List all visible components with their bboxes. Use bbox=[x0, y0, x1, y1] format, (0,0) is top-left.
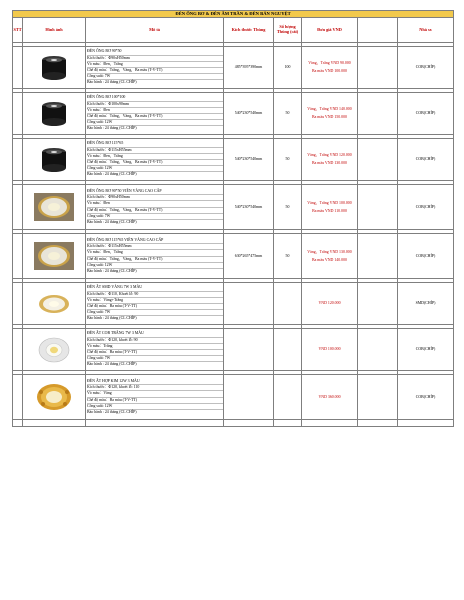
header-box-size: Kích thước Thùng bbox=[224, 18, 274, 43]
header-blank bbox=[358, 18, 398, 43]
box-size-cell: 540*230*540mm bbox=[224, 93, 274, 135]
price-cell bbox=[302, 283, 358, 325]
description-line: Công suất: 7W bbox=[87, 214, 223, 220]
gold-rim-downlight-icon bbox=[23, 242, 85, 270]
product-image-cell bbox=[23, 375, 86, 420]
description-line: ĐÈN ỐNG BƠ 90*50 bbox=[87, 49, 223, 55]
blank-cell bbox=[358, 47, 398, 89]
product-description bbox=[86, 283, 224, 325]
product-image-cell bbox=[23, 47, 86, 89]
description-line: Kích thước：Φ115xH55mm bbox=[87, 244, 223, 250]
sheet-title: ĐÈN ỐNG BƠ & ĐÈN ÂM TRẦN & ĐÈN BÁN NGUYỆT bbox=[13, 11, 454, 18]
box-size-cell: 540*230*540mm bbox=[224, 139, 274, 181]
stt-cell bbox=[13, 375, 23, 420]
product-image-cell bbox=[23, 185, 86, 230]
description-line: ĐÈN ÂT SMD VÀNG 7W 3 MÀU bbox=[87, 285, 223, 291]
description-line: ĐÈN ỐNG BƠ 115*65 VIỀN VÀNG CAO CẤP bbox=[87, 238, 223, 244]
price-sheet bbox=[12, 10, 453, 427]
header-supplier: Nhà sx bbox=[398, 18, 454, 43]
description-line: Công suất: 7W bbox=[87, 310, 223, 316]
price-line: Vàng，Trắng VND 120.000 bbox=[307, 153, 352, 158]
price-line: Ba màu VND 100.000 bbox=[312, 69, 347, 73]
product-image-cell bbox=[23, 139, 86, 181]
box-size-cell bbox=[224, 375, 274, 420]
description-line: ĐÈN ÂT HỢP KIM 12W 3 MÀU bbox=[87, 379, 223, 385]
quantity-cell: 100 bbox=[274, 47, 302, 89]
price-line: Vàng，Trắng VND 90.000 bbox=[308, 61, 351, 66]
supplier-cell: COB(CHÍP) bbox=[398, 139, 454, 181]
product-image-cell bbox=[23, 329, 86, 371]
price-cell bbox=[302, 375, 358, 420]
description-line: Vỏ màu：Đen，Trắng bbox=[87, 62, 223, 68]
blank-cell bbox=[398, 420, 454, 427]
box-size-cell bbox=[224, 283, 274, 325]
product-row bbox=[13, 93, 454, 135]
description-line: Vỏ màu：Đen，Trắng bbox=[87, 154, 223, 160]
supplier-cell: SMD(CHÍP) bbox=[398, 283, 454, 325]
price-cell bbox=[302, 185, 358, 230]
quantity-cell bbox=[274, 375, 302, 420]
description-line: Vỏ màu：Đen，Trắng bbox=[87, 250, 223, 256]
price-line: Ba màu VND 140.000 bbox=[312, 257, 347, 262]
supplier-cell: COB(CHÍP) bbox=[398, 93, 454, 135]
box-size-cell: 540*230*540mm bbox=[224, 185, 274, 230]
description-line: Kích thước：Φ115xH55mm bbox=[87, 148, 223, 154]
description-line: Vỏ màu：Vàng+Trắng bbox=[87, 298, 223, 304]
description-line: Kích thước：Φ100x90mm bbox=[87, 102, 223, 108]
supplier-cell: COB(CHÍP) bbox=[398, 375, 454, 420]
quantity-cell: 50 bbox=[274, 185, 302, 230]
blank-cell bbox=[358, 375, 398, 420]
product-description bbox=[86, 47, 224, 89]
recessed-light-icon bbox=[23, 291, 85, 317]
description-line: ĐÈN ỐNG BƠ 90*50 VIỀN VÀNG CAO CẤP bbox=[87, 189, 223, 195]
description-line: Bảo hành : 24 tháng (CL CHÍP) bbox=[87, 362, 137, 367]
blank-cell bbox=[358, 93, 398, 135]
description-line: Bảo hành : 24 tháng (CL CHÍP) bbox=[87, 126, 137, 131]
description-line: Kích thước：Φ90xH50mm bbox=[87, 56, 223, 62]
header-row bbox=[13, 18, 454, 43]
blank-cell bbox=[224, 420, 274, 427]
supplier-cell: COB(CHÍP) bbox=[398, 329, 454, 371]
product-row bbox=[13, 375, 454, 420]
description-line: Bảo hành : 24 tháng (CL CHÍP) bbox=[87, 268, 137, 273]
product-row bbox=[13, 283, 454, 325]
description-line: Vỏ màu：Đen bbox=[87, 201, 223, 207]
black-cylinder-downlight-icon bbox=[23, 146, 85, 173]
black-cylinder-downlight-icon bbox=[23, 54, 85, 81]
price-cell bbox=[302, 139, 358, 181]
trailing-blank-row bbox=[13, 420, 454, 427]
price-cell bbox=[302, 47, 358, 89]
stt-cell bbox=[13, 329, 23, 371]
description-line: ĐÈN ỐNG BƠ 100*100 bbox=[87, 95, 223, 101]
quantity-cell bbox=[274, 329, 302, 371]
stt-cell bbox=[13, 283, 23, 325]
price-cell bbox=[302, 93, 358, 135]
blank-cell bbox=[358, 234, 398, 279]
description-line: Chế độ màu：Trắng，Vàng，Ba màu (T-V-TT) bbox=[87, 257, 223, 263]
blank-cell bbox=[358, 283, 398, 325]
blank-cell bbox=[358, 185, 398, 230]
description-line: Chế độ màu：Trắng，Vàng，Ba màu (T-V-TT) bbox=[87, 114, 223, 120]
product-row bbox=[13, 234, 454, 279]
description-line: Công suất: 12W bbox=[87, 263, 223, 269]
description-line: Kích thước：Φ90xH50mm bbox=[87, 195, 223, 201]
cob-recessed-light-icon bbox=[23, 336, 85, 364]
supplier-cell: COB(CHÍP) bbox=[398, 185, 454, 230]
gold-rim-downlight-icon bbox=[23, 193, 85, 221]
product-description bbox=[86, 234, 224, 279]
description-line: Chế độ màu：Trắng，Vàng，Ba màu (T-V-TT) bbox=[87, 208, 223, 214]
price-line: VND 360.000 bbox=[318, 394, 341, 399]
product-row bbox=[13, 139, 454, 181]
price-line: VND 120.000 bbox=[318, 301, 341, 306]
description-line: Kích thước：Φ110, Khoét lỗ: 90 bbox=[87, 292, 223, 298]
header-qty: Số lượng Thùng (cái) bbox=[274, 18, 302, 43]
price-line: Ba màu VND 150.000 bbox=[312, 115, 347, 119]
blank-cell bbox=[274, 420, 302, 427]
quantity-cell: 50 bbox=[274, 234, 302, 279]
stt-cell bbox=[13, 185, 23, 230]
description-line: Công suất: 7W bbox=[87, 74, 223, 80]
description-line: ĐÈN ÂT COB TRẮNG 7W 3 MÀU bbox=[87, 331, 223, 337]
box-size-cell: 485*395*390mm bbox=[224, 47, 274, 89]
description-line: Công suất: 12W bbox=[87, 120, 223, 126]
blank-cell bbox=[13, 420, 23, 427]
description-line: Bảo hành : 24 tháng (CL CHÍP) bbox=[87, 409, 137, 414]
description-line: Chế độ màu：Ba màu (T-V-TT) bbox=[87, 304, 223, 310]
box-size-cell bbox=[224, 329, 274, 371]
description-line: Bảo hành : 24 tháng (CL CHÍP) bbox=[87, 219, 137, 224]
price-line: Vàng，Trắng VND 100.000 bbox=[307, 200, 352, 205]
description-line: Kích thước：Φ120, khoét lỗ: 110 bbox=[87, 385, 223, 391]
header-desc: Mô tả bbox=[86, 18, 224, 43]
price-cell bbox=[302, 329, 358, 371]
supplier-cell: COB(CHÍP) bbox=[398, 47, 454, 89]
price-line: Ba màu VND 130.000 bbox=[312, 161, 347, 165]
blank-cell bbox=[358, 139, 398, 181]
product-description bbox=[86, 93, 224, 135]
price-line: Vàng，Trắng VND 140.000 bbox=[307, 107, 352, 112]
description-line: Vỏ màu：Đen bbox=[87, 108, 223, 114]
description-line: Chế độ màu：Trắng，Vàng，Ba màu (T-V-TT) bbox=[87, 160, 223, 166]
description-line: Công suất: 12W bbox=[87, 166, 223, 172]
price-line: Ba màu VND 110.000 bbox=[312, 208, 347, 213]
quantity-cell bbox=[274, 283, 302, 325]
price-table bbox=[12, 10, 454, 427]
description-line: Vỏ màu：Trắng bbox=[87, 344, 223, 350]
description-line: Công suất: 7W bbox=[87, 356, 223, 362]
header-stt: STT bbox=[13, 18, 23, 43]
description-line: Bảo hành : 24 tháng (CL CHÍP) bbox=[87, 80, 137, 85]
description-line: Chế độ màu：Ba màu (T-V-TT) bbox=[87, 350, 223, 356]
blank-cell bbox=[23, 420, 86, 427]
blank-cell bbox=[302, 420, 358, 427]
price-line: VND 100.000 bbox=[318, 347, 341, 352]
blank-cell bbox=[358, 420, 398, 427]
blank-cell bbox=[86, 420, 224, 427]
quantity-cell: 50 bbox=[274, 93, 302, 135]
blank-cell bbox=[358, 329, 398, 371]
description-line: ĐÈN ỐNG BƠ 115*65 bbox=[87, 141, 223, 147]
description-line: Chế độ màu：Ba màu (T-V-TT) bbox=[87, 398, 223, 404]
supplier-cell: COB(CHÍP) bbox=[398, 234, 454, 279]
product-description bbox=[86, 329, 224, 371]
product-description bbox=[86, 375, 224, 420]
description-line: Kích thước：Φ120, khoét lỗ: 90 bbox=[87, 338, 223, 344]
stt-cell bbox=[13, 93, 23, 135]
description-line: Chế độ màu：Trắng，Vàng，Ba màu (T-V-TT) bbox=[87, 68, 223, 74]
box-size-cell: 630*265*475mm bbox=[224, 234, 274, 279]
product-description bbox=[86, 185, 224, 230]
stt-cell bbox=[13, 234, 23, 279]
price-cell bbox=[302, 234, 358, 279]
product-image-cell bbox=[23, 234, 86, 279]
header-image: Hình ảnh bbox=[23, 18, 86, 43]
product-description bbox=[86, 139, 224, 181]
price-line: Vàng，Trắng VND 130.000 bbox=[307, 249, 352, 254]
black-cylinder-downlight-icon bbox=[23, 100, 85, 127]
ornate-gold-recessed-light-icon bbox=[23, 382, 85, 412]
header-price: Đơn giá VND bbox=[302, 18, 358, 43]
product-rows bbox=[13, 43, 454, 427]
stt-cell bbox=[13, 139, 23, 181]
product-row bbox=[13, 329, 454, 371]
description-line: Bảo hành : 24 tháng (CL CHÍP) bbox=[87, 316, 137, 321]
product-row bbox=[13, 47, 454, 89]
product-image-cell bbox=[23, 283, 86, 325]
stt-cell bbox=[13, 47, 23, 89]
description-line: Bảo hành : 24 tháng (CL CHÍP) bbox=[87, 172, 137, 177]
description-line: Công suất: 12W bbox=[87, 404, 223, 410]
quantity-cell: 50 bbox=[274, 139, 302, 181]
product-image-cell bbox=[23, 93, 86, 135]
product-row bbox=[13, 185, 454, 230]
description-line: Vỏ màu：Vàng bbox=[87, 391, 223, 397]
